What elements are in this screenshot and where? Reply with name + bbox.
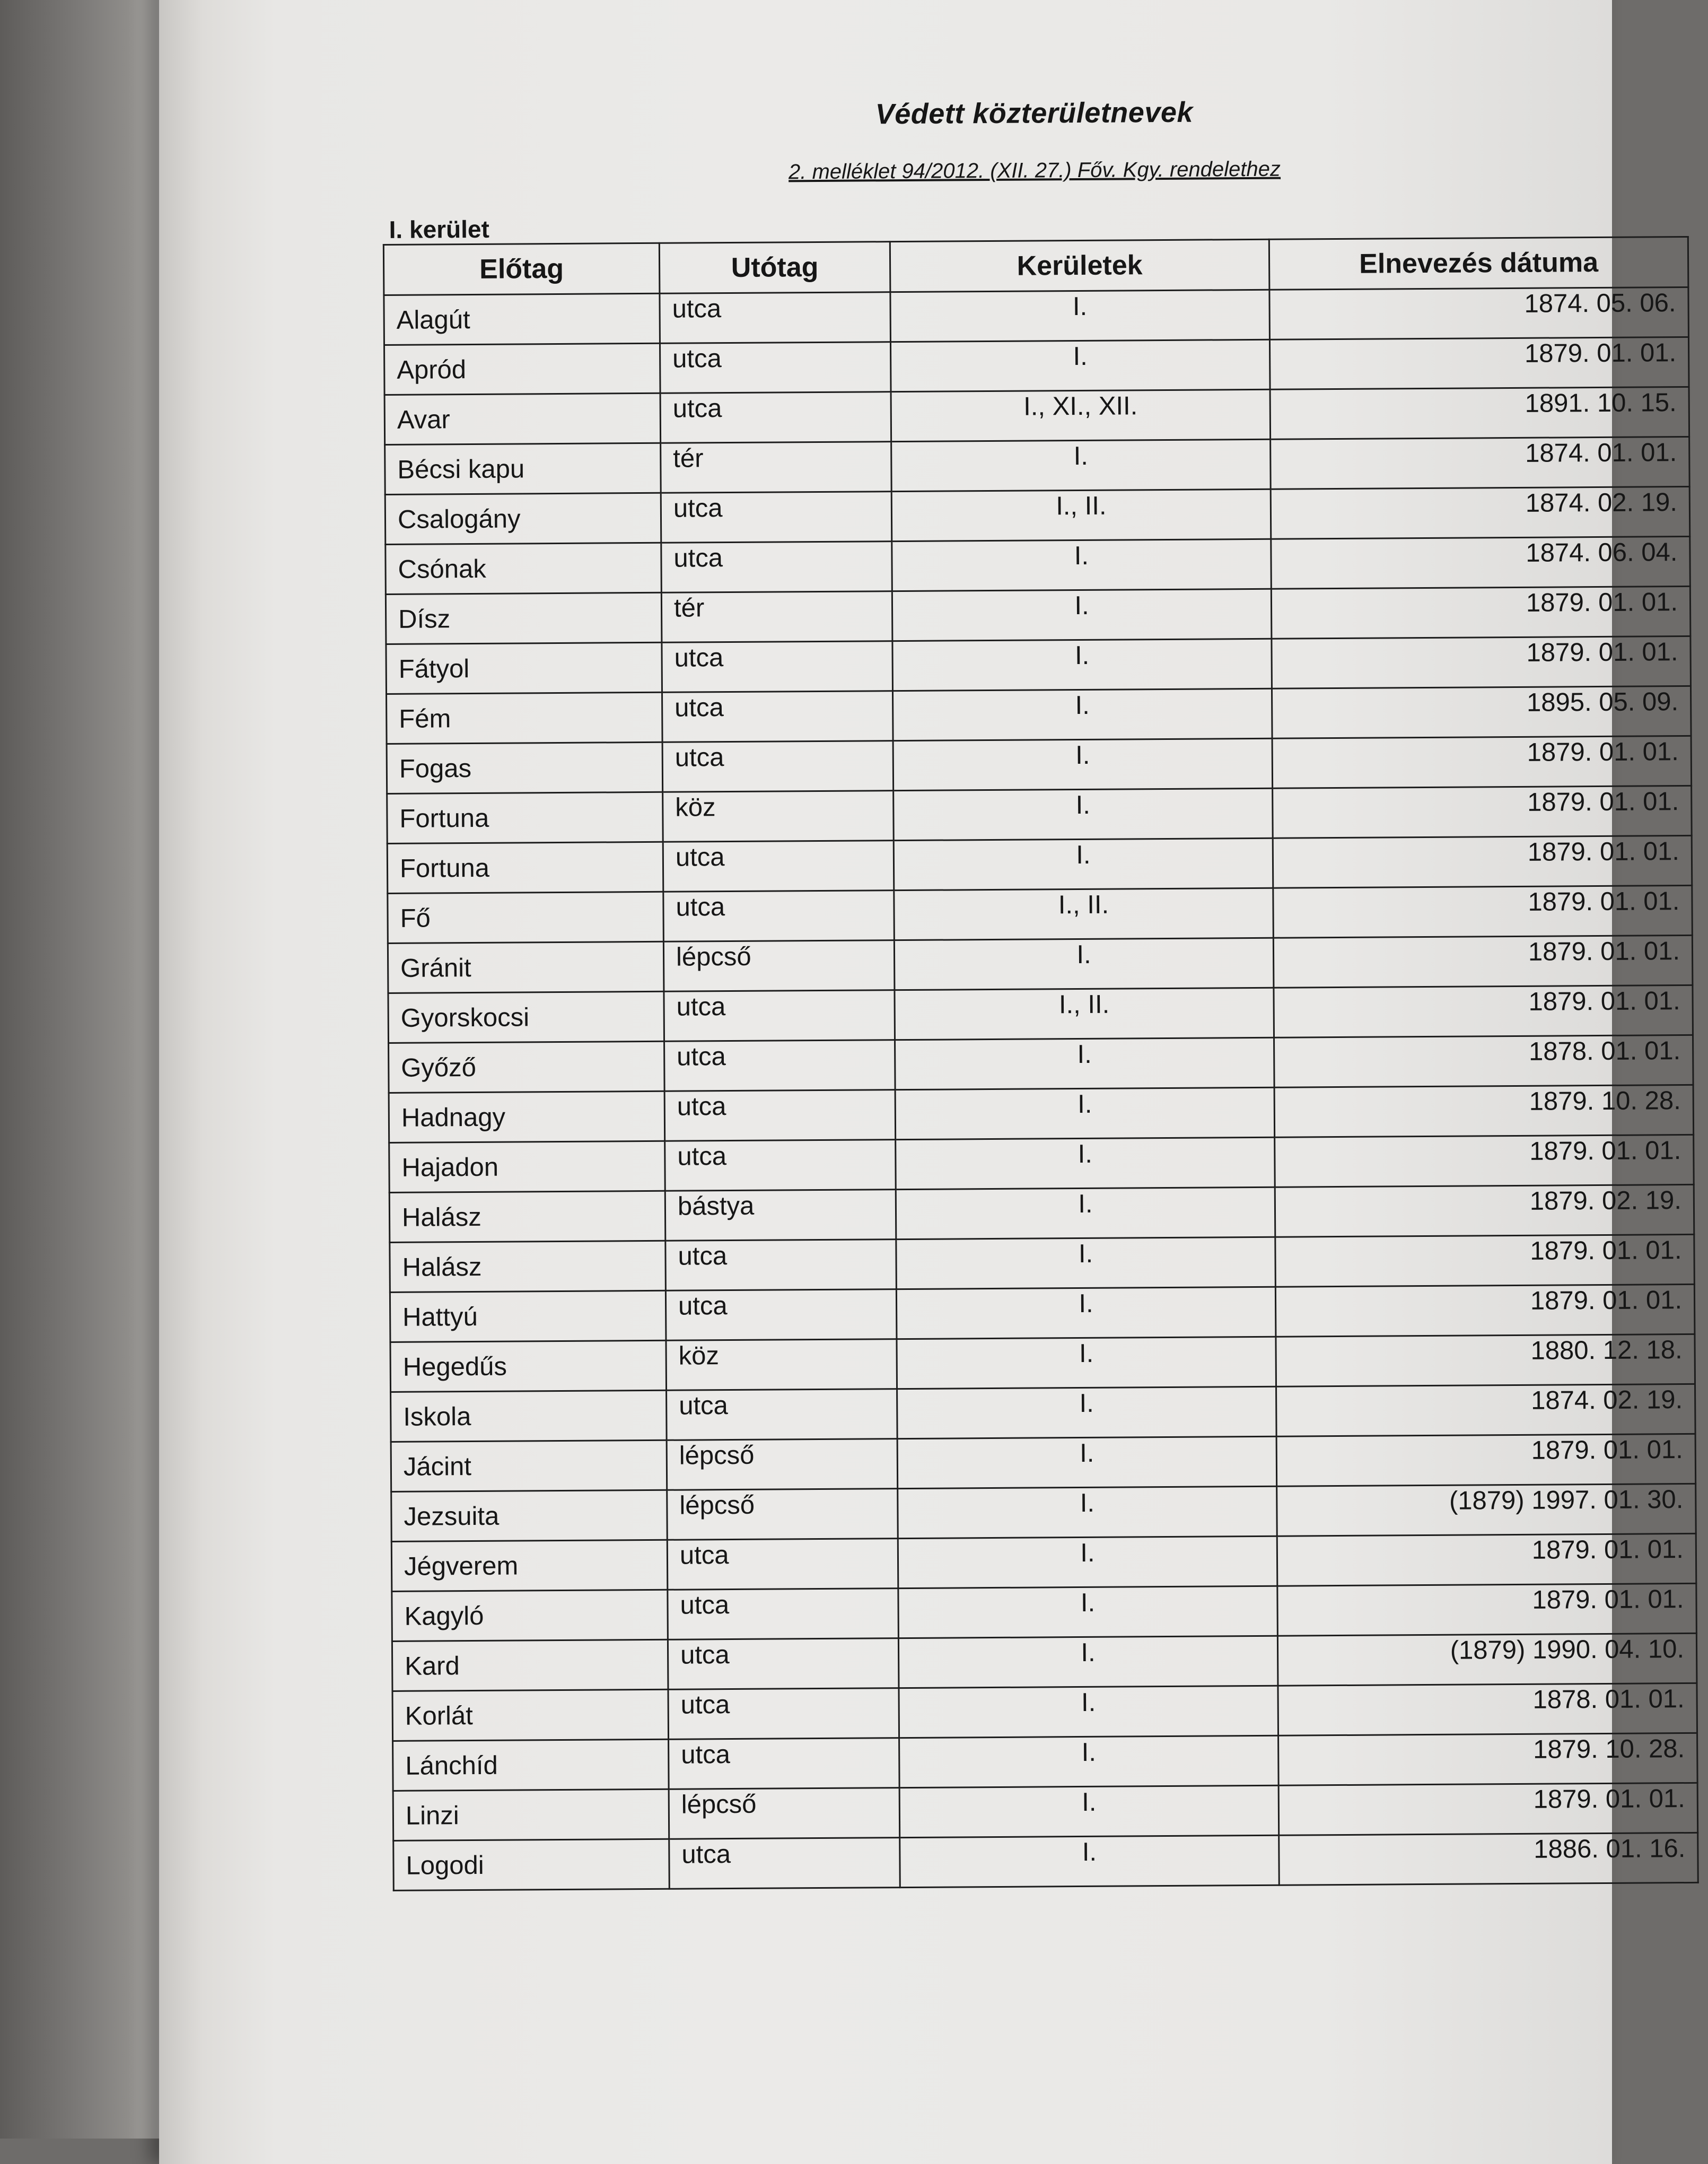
table-header-row [383, 237, 1688, 295]
cell-districts: I. [890, 290, 1270, 342]
cell-naming-date: 1879. 10. 28. [1274, 1085, 1694, 1137]
document-subtitle: 2. melléklet 94/2012. (XII. 27.) Főv. Kgy. rendelethez [788, 157, 1281, 184]
cell-prefix: Fő [388, 892, 664, 943]
cell-districts: I. [896, 1287, 1276, 1339]
cell-suffix: utca [665, 1289, 897, 1341]
table-row [392, 1583, 1697, 1641]
table-body [384, 287, 1698, 1890]
cell-naming-date: 1879. 01. 01. [1273, 935, 1693, 988]
cell-naming-date: 1891. 10. 15. [1270, 387, 1689, 439]
cell-suffix: utca [668, 1688, 899, 1740]
cell-suffix: utca [665, 1140, 896, 1191]
section-label: I. kerület [389, 215, 490, 243]
cell-prefix: Fátyol [386, 642, 662, 694]
cell-prefix: Jácint [391, 1440, 667, 1491]
cell-districts: I. [894, 788, 1273, 840]
cell-prefix: Fém [387, 692, 663, 744]
table-row [388, 985, 1693, 1043]
table-row [389, 1184, 1694, 1242]
document-title: Védett közterületnevek [875, 96, 1194, 130]
table-row [391, 1434, 1696, 1491]
cell-naming-date: 1886. 01. 16. [1279, 1833, 1698, 1885]
cell-suffix: utca [663, 841, 894, 892]
cell-suffix: utca [664, 990, 895, 1042]
table-row [385, 486, 1690, 544]
table-row [393, 1783, 1698, 1840]
cell-prefix: Bécsi kapu [385, 443, 661, 494]
table-row [387, 736, 1692, 793]
cell-suffix: utca [669, 1838, 900, 1889]
table-row [393, 1833, 1698, 1890]
cell-prefix: Hegedűs [390, 1340, 667, 1392]
cell-suffix: utca [661, 542, 892, 593]
header-naming-date: Elnevezés dátuma [1269, 237, 1688, 290]
table-row [385, 437, 1690, 494]
table-row [390, 1284, 1695, 1342]
table-row [393, 1733, 1698, 1791]
cell-prefix: Korlát [392, 1689, 669, 1741]
cell-suffix: lépcső [663, 940, 895, 992]
table-row [389, 1135, 1694, 1192]
cell-prefix: Gyorskocsi [388, 991, 664, 1043]
cell-naming-date: (1879) 1990. 04. 10. [1277, 1633, 1697, 1686]
cell-naming-date: 1874. 01. 01. [1271, 437, 1690, 489]
cell-suffix: utca [662, 641, 893, 693]
cell-districts: I. [900, 1835, 1280, 1887]
cell-naming-date: 1879. 01. 01. [1273, 885, 1693, 938]
cell-prefix: Lánchíd [393, 1739, 669, 1791]
cell-naming-date: 1879. 01. 01. [1272, 636, 1691, 688]
cell-districts: I. [897, 1386, 1277, 1438]
cell-suffix: lépcső [667, 1489, 898, 1540]
cell-suffix: utca [662, 691, 894, 743]
cell-districts: I. [893, 738, 1273, 790]
table-row [392, 1683, 1697, 1741]
table-row [392, 1633, 1697, 1691]
table-row [388, 885, 1693, 943]
cell-naming-date: 1879. 01. 01. [1275, 1234, 1695, 1287]
cell-districts: I. [897, 1436, 1277, 1488]
table-row [388, 935, 1693, 993]
cell-prefix: Jezsuita [391, 1490, 668, 1541]
table-row [386, 536, 1691, 594]
street-names-table [383, 236, 1699, 1891]
cell-prefix: Linzi [393, 1789, 669, 1840]
table-row [391, 1533, 1696, 1591]
cell-naming-date: 1879. 01. 01. [1273, 835, 1692, 888]
cell-prefix: Alagút [384, 293, 660, 345]
cell-suffix: utca [668, 1638, 899, 1690]
table-row [389, 1085, 1694, 1142]
cell-prefix: Csónak [386, 543, 662, 594]
cell-districts: I., XI., XII. [891, 389, 1271, 441]
table-row [389, 1035, 1694, 1093]
cell-suffix: utca [664, 1090, 896, 1141]
cell-naming-date: 1879. 10. 28. [1278, 1733, 1698, 1785]
cell-naming-date: 1879. 01. 01. [1271, 586, 1691, 639]
cell-prefix: Kard [392, 1639, 668, 1691]
cell-suffix: utca [661, 492, 892, 543]
cell-districts: I. [898, 1636, 1278, 1688]
cell-districts: I. [898, 1586, 1278, 1638]
cell-naming-date: (1879) 1997. 01. 30. [1277, 1484, 1696, 1536]
cell-naming-date: 1874. 06. 04. [1271, 536, 1691, 589]
cell-naming-date: 1879. 01. 01. [1277, 1533, 1696, 1586]
table-row [390, 1334, 1695, 1392]
cell-suffix: bástya [665, 1190, 896, 1241]
cell-suffix: utca [665, 1240, 897, 1291]
cell-districts: I. [898, 1486, 1277, 1538]
cell-suffix: utca [660, 292, 891, 344]
cell-prefix: Dísz [386, 592, 662, 644]
cell-districts: I. [892, 688, 1272, 740]
cell-prefix: Avar [384, 393, 661, 444]
table-row [390, 1234, 1695, 1292]
cell-suffix: utca [662, 741, 894, 792]
cell-districts: I. [899, 1785, 1279, 1837]
cell-districts: I., II. [894, 888, 1274, 940]
cell-prefix: Halász [390, 1241, 666, 1292]
cell-suffix: utca [663, 891, 895, 942]
cell-districts: I. [894, 938, 1274, 990]
cell-districts: I. [899, 1735, 1279, 1787]
table-row [391, 1484, 1696, 1541]
table-row [384, 387, 1689, 444]
cell-districts: I. [899, 1686, 1278, 1738]
table-row [384, 287, 1689, 345]
cell-districts: I., II. [895, 988, 1274, 1040]
document-page [159, 0, 1686, 2164]
cell-suffix: tér [661, 591, 892, 643]
cell-prefix: Halász [389, 1191, 665, 1242]
cell-suffix: utca [667, 1539, 898, 1590]
cell-prefix: Csalogány [385, 493, 661, 544]
cell-districts: I. [891, 439, 1271, 491]
cell-suffix: lépcső [669, 1788, 900, 1839]
header-districts: Kerületek [890, 239, 1269, 292]
cell-prefix: Hajadon [389, 1141, 665, 1192]
cell-naming-date: 1878. 01. 01. [1274, 1035, 1694, 1087]
table-row [387, 835, 1692, 893]
cell-naming-date: 1879. 01. 01. [1272, 736, 1692, 788]
cell-naming-date: 1879. 01. 01. [1275, 1284, 1695, 1337]
cell-naming-date: 1895. 05. 09. [1272, 686, 1691, 738]
cell-naming-date: 1879. 01. 01. [1277, 1583, 1697, 1636]
cell-naming-date: 1878. 01. 01. [1278, 1683, 1697, 1735]
cell-suffix: utca [667, 1389, 898, 1441]
cell-prefix: Fortuna [387, 842, 663, 893]
cell-prefix: Fogas [387, 742, 663, 793]
cell-suffix: köz [663, 791, 894, 842]
header-suffix: Utótag [659, 242, 890, 294]
cell-naming-date: 1879. 01. 01. [1275, 1135, 1694, 1187]
cell-districts: I. [895, 1087, 1275, 1139]
cell-suffix: utca [669, 1738, 900, 1790]
cell-prefix: Apród [384, 343, 660, 395]
cell-naming-date: 1879. 01. 01. [1278, 1783, 1698, 1835]
cell-districts: I. [892, 589, 1272, 641]
cell-naming-date: 1879. 01. 01. [1276, 1434, 1696, 1486]
cell-naming-date: 1879. 01. 01. [1269, 337, 1689, 389]
cell-suffix: lépcső [667, 1439, 898, 1490]
page-content [382, 77, 1708, 1891]
cell-districts: I. [892, 639, 1272, 691]
cell-suffix: utca [660, 342, 891, 394]
cell-naming-date: 1874. 05. 06. [1269, 287, 1689, 339]
cell-suffix: utca [660, 392, 891, 443]
cell-naming-date: 1879. 02. 19. [1275, 1184, 1694, 1237]
cell-districts: I. [894, 838, 1273, 890]
table-row [387, 786, 1692, 843]
cell-prefix: Hattyú [390, 1290, 666, 1342]
cell-districts: I. [890, 339, 1270, 391]
cell-districts: I. [896, 1137, 1275, 1189]
cell-prefix: Iskola [391, 1390, 667, 1442]
cell-districts: I. [898, 1536, 1277, 1588]
cell-prefix: Fortuna [387, 792, 663, 843]
cell-prefix: Gránit [388, 941, 664, 993]
cell-naming-date: 1880. 12. 18. [1276, 1334, 1695, 1386]
cell-prefix: Kagyló [392, 1590, 668, 1641]
cell-naming-date: 1874. 02. 19. [1276, 1384, 1696, 1436]
table-row [387, 686, 1692, 744]
cell-prefix: Logodi [393, 1839, 670, 1890]
cell-districts: I. [895, 1037, 1275, 1089]
cell-naming-date: 1874. 02. 19. [1271, 486, 1690, 539]
cell-districts: I. [896, 1237, 1276, 1289]
cell-suffix: utca [668, 1589, 899, 1640]
cell-prefix: Jégverem [391, 1540, 668, 1591]
table-row [384, 337, 1689, 395]
cell-suffix: tér [661, 442, 892, 493]
cell-districts: I. [892, 539, 1272, 591]
table-row [386, 636, 1691, 694]
cell-districts: I., II. [891, 489, 1271, 541]
cell-suffix: utca [664, 1040, 896, 1092]
cell-districts: I. [896, 1187, 1275, 1239]
table-row [391, 1384, 1696, 1442]
cell-prefix: Győző [389, 1041, 665, 1093]
header-prefix: Előtag [383, 243, 660, 295]
cell-naming-date: 1879. 01. 01. [1273, 786, 1692, 838]
table-row [386, 586, 1691, 644]
cell-naming-date: 1879. 01. 01. [1274, 985, 1693, 1037]
cell-suffix: köz [666, 1339, 897, 1391]
cell-districts: I. [897, 1337, 1276, 1389]
cell-prefix: Hadnagy [389, 1091, 665, 1142]
